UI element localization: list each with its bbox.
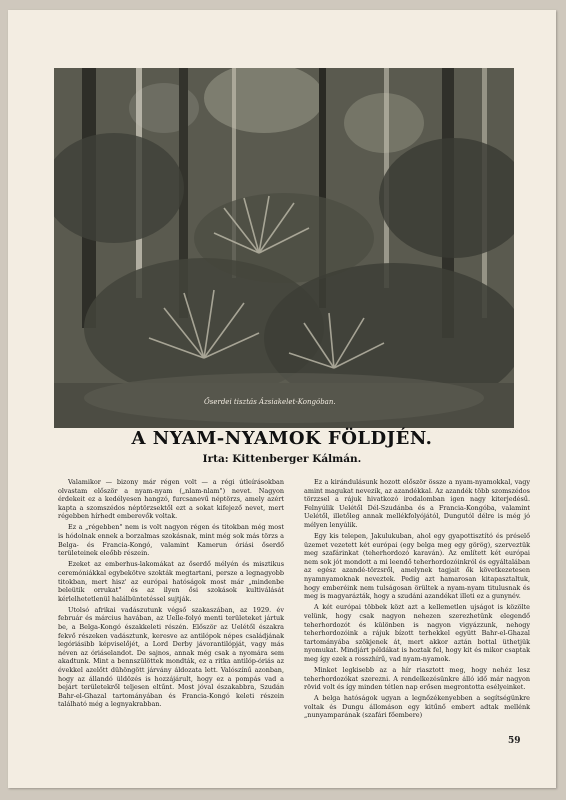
paragraph: Ez a „régebben" nem is volt nagyon régen és titokban még most is hódolnak ennek a borzalmas szokásnak, mint még sok más törzs a Belga- és Francia-Kongó, valamint Kamerun óriási őserdő területeinek eleőbb részein.	[58, 523, 284, 558]
jungle-photo	[54, 68, 514, 428]
jungle-illustration	[54, 68, 514, 428]
paragraph: Ezeket az emberhus-lakomákat az őserdő mélyén és misztikus ceremóniákkal egybekötve szokták megtartani, persze a legnagyobb titokban, mert hisz' az európai hatóságok most már „mindenbe beleütik orrukat" és az ilyen ősi szokások kultiválását kérlelhetetlenül halálbüntetéssel sujtják.	[58, 560, 284, 603]
paragraph: A belga hatóságok ugyan a legnőzékenyebben a segítségünkre voltak és Dungu állomáson egy kitűnő embert adtak mellénk „nunyamparának (szafári főembere)	[304, 694, 530, 720]
paragraph: Minket legkisebb az a hír riasztott meg, hogy nehéz lesz teherhordozókat szerezni. A rendelkezésünkre álló idő már nagyon rövid volt és így minden tétlen nap erősen megrontotta esélyeinket.	[304, 665, 530, 692]
photo-caption: Őserdei tisztás Ázsiakelet-Kongóban.	[204, 398, 336, 406]
page-number: 59	[508, 736, 521, 746]
paragraph: Utolsó afrikai vadászutunk végső szakaszában, az 1929. év február és március havában, az Uelle-folyó menti területeket jártuk be, a Belga-Kongó északkeleti részén. Először az Uelétől északra fekvő részeken vadásztunk, keresve az antilópok népes családjának legóriásibb képviselőjét, a Lord Derby jávorantilópját, vagy más néven az óriáselandot. De sajnos, annak még csak a nyomára sem akadtunk. Mint a bennszülöttek mondták, ez a ritka antilóp-óriás az évekkel azelőtt dühöngött járvány áldozata lett. Valószínű azonban, hogy az állandó üldözés is hozzájárult, hogy ez a pompás vad a bejárt területekről teljesen eltűnt. Most jóval északabbra, Szudán Bahr-el-Ghazal tartományában és Francia-Kongó keleti részein található még a legnyakrabban.	[58, 605, 284, 709]
paragraph: Valamikor — bizony már régen volt — a régi útleírásokban olvastam először a nyam-nyam („nlam-nlam") nevet. Nagyon érdekeit ez a kedélyesen hangzó, furcsanevű néptörzs, amely azért kapta a szomszédos néptörzsektől ezt a sokat kifejező nevet, mert régebben hírhedt emberevők voltak.	[58, 478, 284, 521]
left-column	[58, 478, 284, 711]
paragraph: Egy kis telepen, Jakulukuban, ahol egy gyapottisztító és préselő üzemet vezetett két európai (egy belga meg egy görög), szerveztük meg szafárinkat (teherhordozó karaván). Az említett két európai nem sok jót mondott a mi leendő teherhordozóinkról és egyáltalában az egész azandé-törzsről, amelynek tagjait ők következetesen nyamnyamoknak neveztek. Pedig azt hamarosan kitapasztaltuk, hogy emberéink nem tulságosan örültek a nyam-nyam titulusnak és meg is magyarázták, hogy a szudáni azandékat illeti ez a gunynév.	[304, 532, 530, 601]
article-byline: Irta: Kittenberger Kálmán.	[202, 453, 362, 465]
article-title: A NYAM-NYAMOK FÖLDJÉN.	[131, 428, 433, 449]
paragraph: Ez a kirándulásunk hozott először össze a nyam-nyamokkal, vagy amint magukat nevezik, az azandékkal. Az azandék több szomszédos törzzsel a rájuk hivatkozó irodalomban igen nagy kiterjedésű. Felnyúlik Uelétől Dél-Szudánba és a Francia-Kongóba, valamint Uelétől, illetőleg annak mellékfolyójától, Dungutól délre is még jó mélyen lenyúlik.	[304, 478, 530, 529]
magazine-page	[8, 10, 556, 788]
right-column	[304, 478, 530, 723]
paragraph: A két európai többek közt azt a kellemetlen ujságot is közölte velünk, hogy csak nagyon nehezen szerezhetünk elegendő teherhordozót és különben is nagyon vigyázzunk, nehogy teherhordozóink a rájuk bízott terhekkel együtt Bahr-el-Ghazal tartományába szökjenek át, mert akkor aztán bottal üthetjük nyomukat. Mindjárt példákat is hoztak fel, hogy kit és mikor csaptak meg így ezek a rosszhírű, vad nyam-nyamok.	[304, 603, 530, 663]
